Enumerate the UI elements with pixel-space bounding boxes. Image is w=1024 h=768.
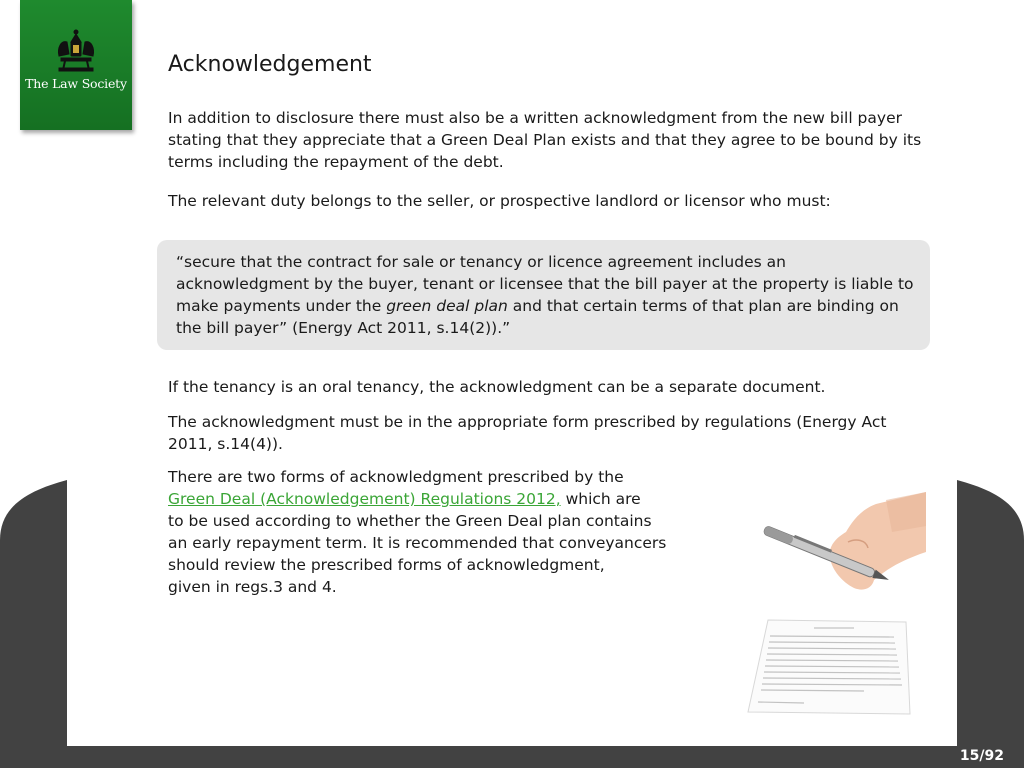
forms-line-2-rest: which are xyxy=(560,490,641,508)
forms-line-2 xyxy=(168,488,728,510)
quote-part-1: “secure that the contract for sale or tenancy or licence agreement includes an acknowledgment by the buyer, tenant or licensee that the bill payer at the property is liable to make payments under the xyxy=(176,253,914,315)
forms-line-1: There are two forms of acknowledgment prescribed by the xyxy=(168,468,624,486)
logo-text: The Law Society xyxy=(25,76,127,91)
paragraph-disclosure: In addition to disclosure there must also be a written acknowledgment from the new bill payer stating that they appreciate that a Green Deal Plan exists and that they agree to be bound by its terms including the repayment of the debt. xyxy=(168,109,922,171)
paragraph-forms xyxy=(168,466,728,598)
quote-part-2: and that certain terms of that plan are binding on the bill payer” (Energy Act 2011, s.14(2)).” xyxy=(176,297,899,337)
regulations-link[interactable]: Green Deal (Acknowledgement) Regulations 2012, xyxy=(168,490,561,508)
forms-line-5: should review the prescribed forms of acknowledgment, xyxy=(168,556,605,574)
forms-line-6: given in regs.3 and 4. xyxy=(168,578,337,596)
page-number: 15/92 xyxy=(959,748,1004,764)
crest-icon xyxy=(51,28,101,74)
paragraph-regulations: The acknowledgment must be in the appropriate form prescribed by regulations (Energy Act 2011, s.14(4)). xyxy=(168,413,887,453)
forms-line-3: to be used according to whether the Green Deal plan contains xyxy=(168,512,652,530)
forms-line-4: an early repayment term. It is recommended that conveyancers xyxy=(168,534,667,552)
law-society-logo xyxy=(20,0,132,130)
paragraph-duty: The relevant duty belongs to the seller, or prospective landlord or licensor who must: xyxy=(168,192,831,210)
hand-with-pen-image xyxy=(756,492,926,594)
quote-italic: green deal plan xyxy=(386,297,508,315)
slide-title: Acknowledgement xyxy=(168,52,372,77)
contract-document-image xyxy=(744,616,914,716)
quote-text xyxy=(176,251,916,339)
paragraph-oral-tenancy: If the tenancy is an oral tenancy, the acknowledgment can be a separate document. xyxy=(168,378,826,396)
